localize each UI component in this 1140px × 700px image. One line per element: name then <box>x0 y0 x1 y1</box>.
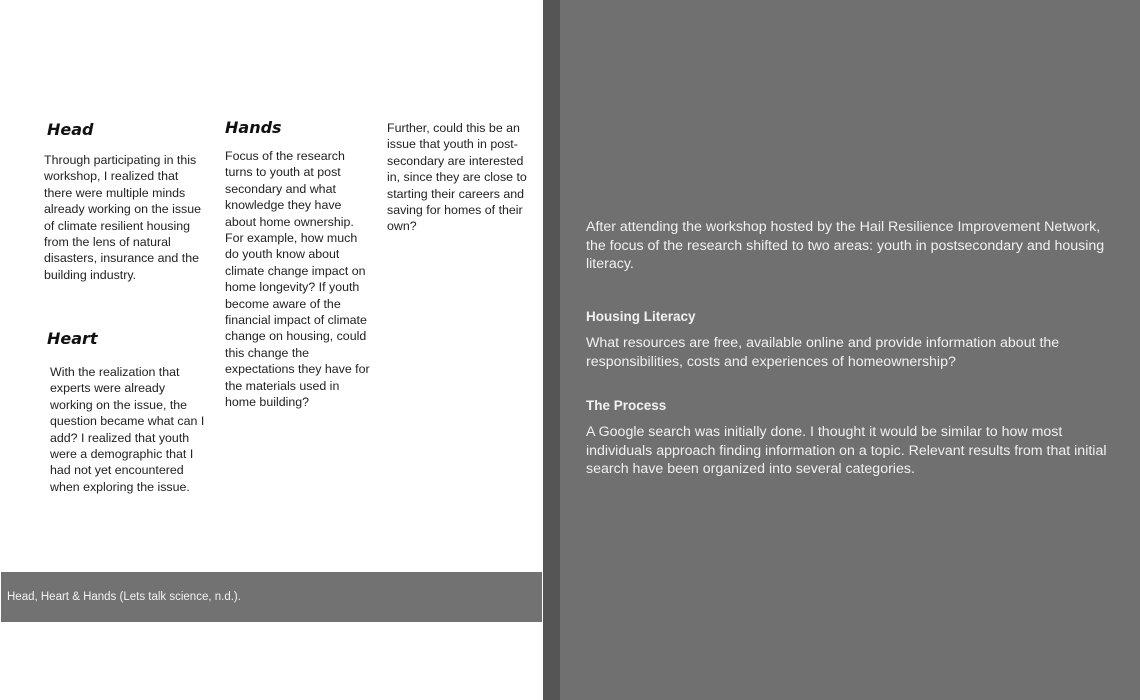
housing-literacy-heading: Housing Literacy <box>586 309 696 324</box>
head-paragraph: Through participating in this workshop, I realized that there were multiple minds already working on the issue of climate resilient housing from the lens of natural disasters, insurance and the building industry. <box>44 153 202 282</box>
hands-heading: Hands <box>225 118 282 137</box>
process-heading: The Process <box>586 398 667 413</box>
head-heading: Head <box>47 120 94 139</box>
intro-paragraph: After attending the workshop hosted by the Hail Resilience Improvement Network, the focus of the research shifted to two areas: youth in postsecondary and housing literacy. <box>586 219 1105 272</box>
heart-heading: Heart <box>47 329 98 348</box>
housing-literacy-paragraph: What resources are free, available online and provide information about the responsibilities, costs and experiences of homeownership? <box>586 335 1060 370</box>
heart-paragraph: With the realization that experts were already working on the issue, the question became what can I add? I realized that youth were a demographic that I had not yet encountered when exploring the issue. <box>50 365 205 494</box>
caption-bar <box>1 572 542 622</box>
right-page <box>560 0 1140 700</box>
caption-text: Head, Heart & Hands (Lets talk science, n.d.). <box>7 591 241 603</box>
hands-paragraph: Focus of the research turns to youth at post secondary and what knowledge they have about home ownership. For example, how much do youth know about climate change impact on home longevity? If youth become aware of the financial impact of climate change on housing, could this change the expectations they have for the materials used in home building? <box>225 149 370 410</box>
further-paragraph: Further, could this be an issue that youth in post-secondary are interested in, since they are close to starting their careers and saving for homes of their own? <box>387 121 527 234</box>
process-paragraph: A Google search was initially done. I thought it would be similar to how most individuals approach finding information on a topic. Relevant results from that initial search have been organized into several categories. <box>586 424 1107 477</box>
left-page <box>0 0 543 700</box>
page-divider <box>543 0 560 700</box>
